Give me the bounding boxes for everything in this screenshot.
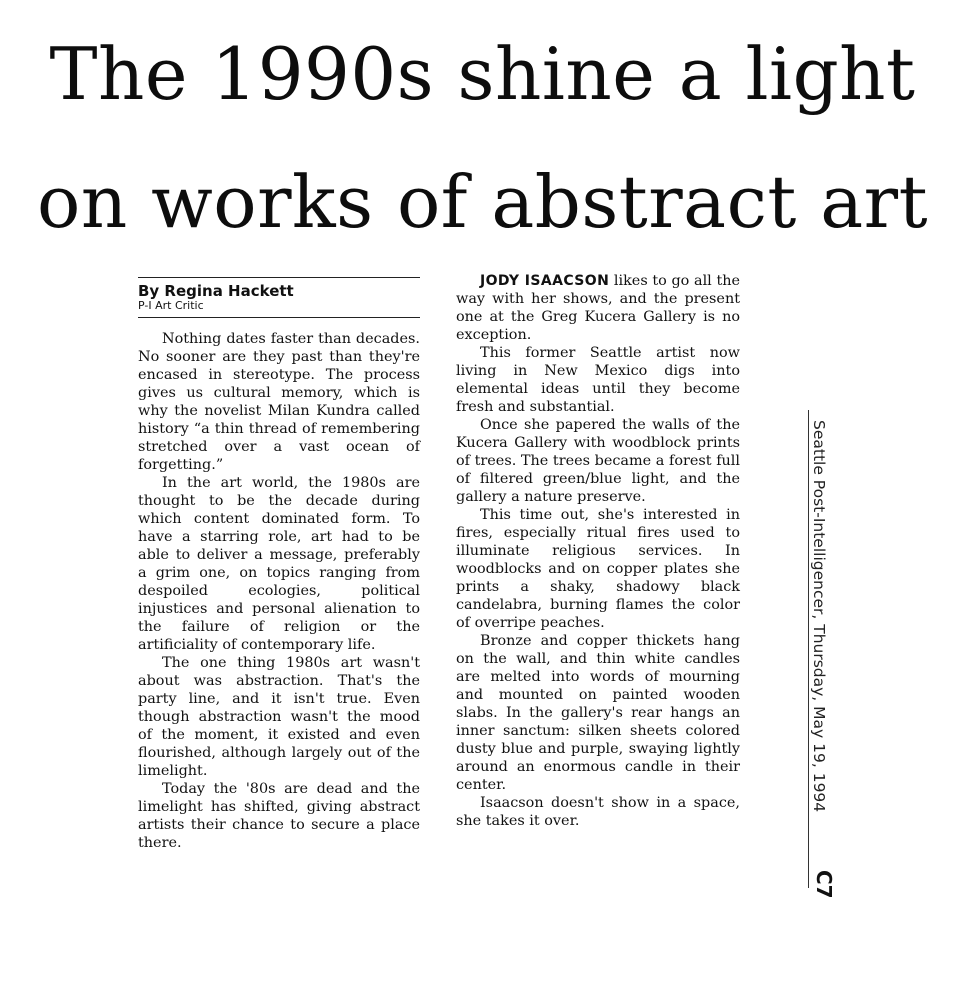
byline-top-rule [138,277,420,278]
lead-text: likes to go all the way with her shows, and the present one at the Greg Kucera Gallery is no exception. [456,273,741,343]
lead-paragraph [456,272,740,344]
paragraph: Today the '80s are dead and the limelight has shifted, giving abstract artists their chance to secure a place there. [138,781,420,851]
article-column-2 [456,272,740,830]
paragraph: In the art world, the 1980s are thought to be the decade during which content dominated form. To have a starring role, art had to be able to deliver a message, preferably a grim one, on topics ranging from despoiled ecologies, political injustices and personal alienation to the failure of religion or the artificiality of contemporary life. [138,475,420,653]
headline-line-1: The 1990s shine a light [49,32,916,116]
paragraph: Isaacson doesn't show in a space, she takes it over. [456,795,740,829]
folio-dateline: Seattle Post-Intelligencer, Thursday, May 19, 1994 [810,420,828,813]
byline-role: P-I Art Critic [138,299,204,312]
paragraph: This time out, she's interested in fires, especially ritual fires used to illuminate religious services. In woodblocks and on copper plates she prints a shaky, shadowy black candelabra, burning flames the color of overripe peaches. [456,507,740,631]
paragraph: The one thing 1980s art wasn't about was abstraction. That's the party line, and it isn't true. Even though abstraction wasn't the mood of the moment, it existed and even flourished, although largely out of the limelight. [138,655,420,779]
byline-author: By Regina Hackett [138,282,294,300]
paragraph: Bronze and copper thickets hang on the wall, and thin white candles are melted into words of mourning and mounted on painted wooden slabs. In the gallery's rear hangs an inner sanctum: silken sheets colored dusty blue and purple, swaying lightly around an enormous candle in their center. [456,633,740,793]
paragraph: Once she papered the walls of the Kucera Gallery with woodblock prints of trees. The trees became a forest full of filtered green/blue light, and the gallery a nature preserve. [456,417,740,505]
lead-name: JODY ISAACSON [480,273,610,289]
folio-page-number: C7 [812,870,836,899]
paragraph: This former Seattle artist now living in New Mexico digs into elemental ideas until they become fresh and substantial. [456,345,740,415]
headline-line-2: on works of abstract art [36,160,928,244]
folio-rule [808,410,809,888]
article-column-1 [138,330,420,852]
byline-bottom-rule [138,317,420,318]
paragraph: Nothing dates faster than decades. No sooner are they past than they're encased in stereotype. The process gives us cultural memory, which is why the novelist Milan Kundra called history “a thin thread of remembering stretched over a vast ocean of forgetting.” [138,331,420,473]
